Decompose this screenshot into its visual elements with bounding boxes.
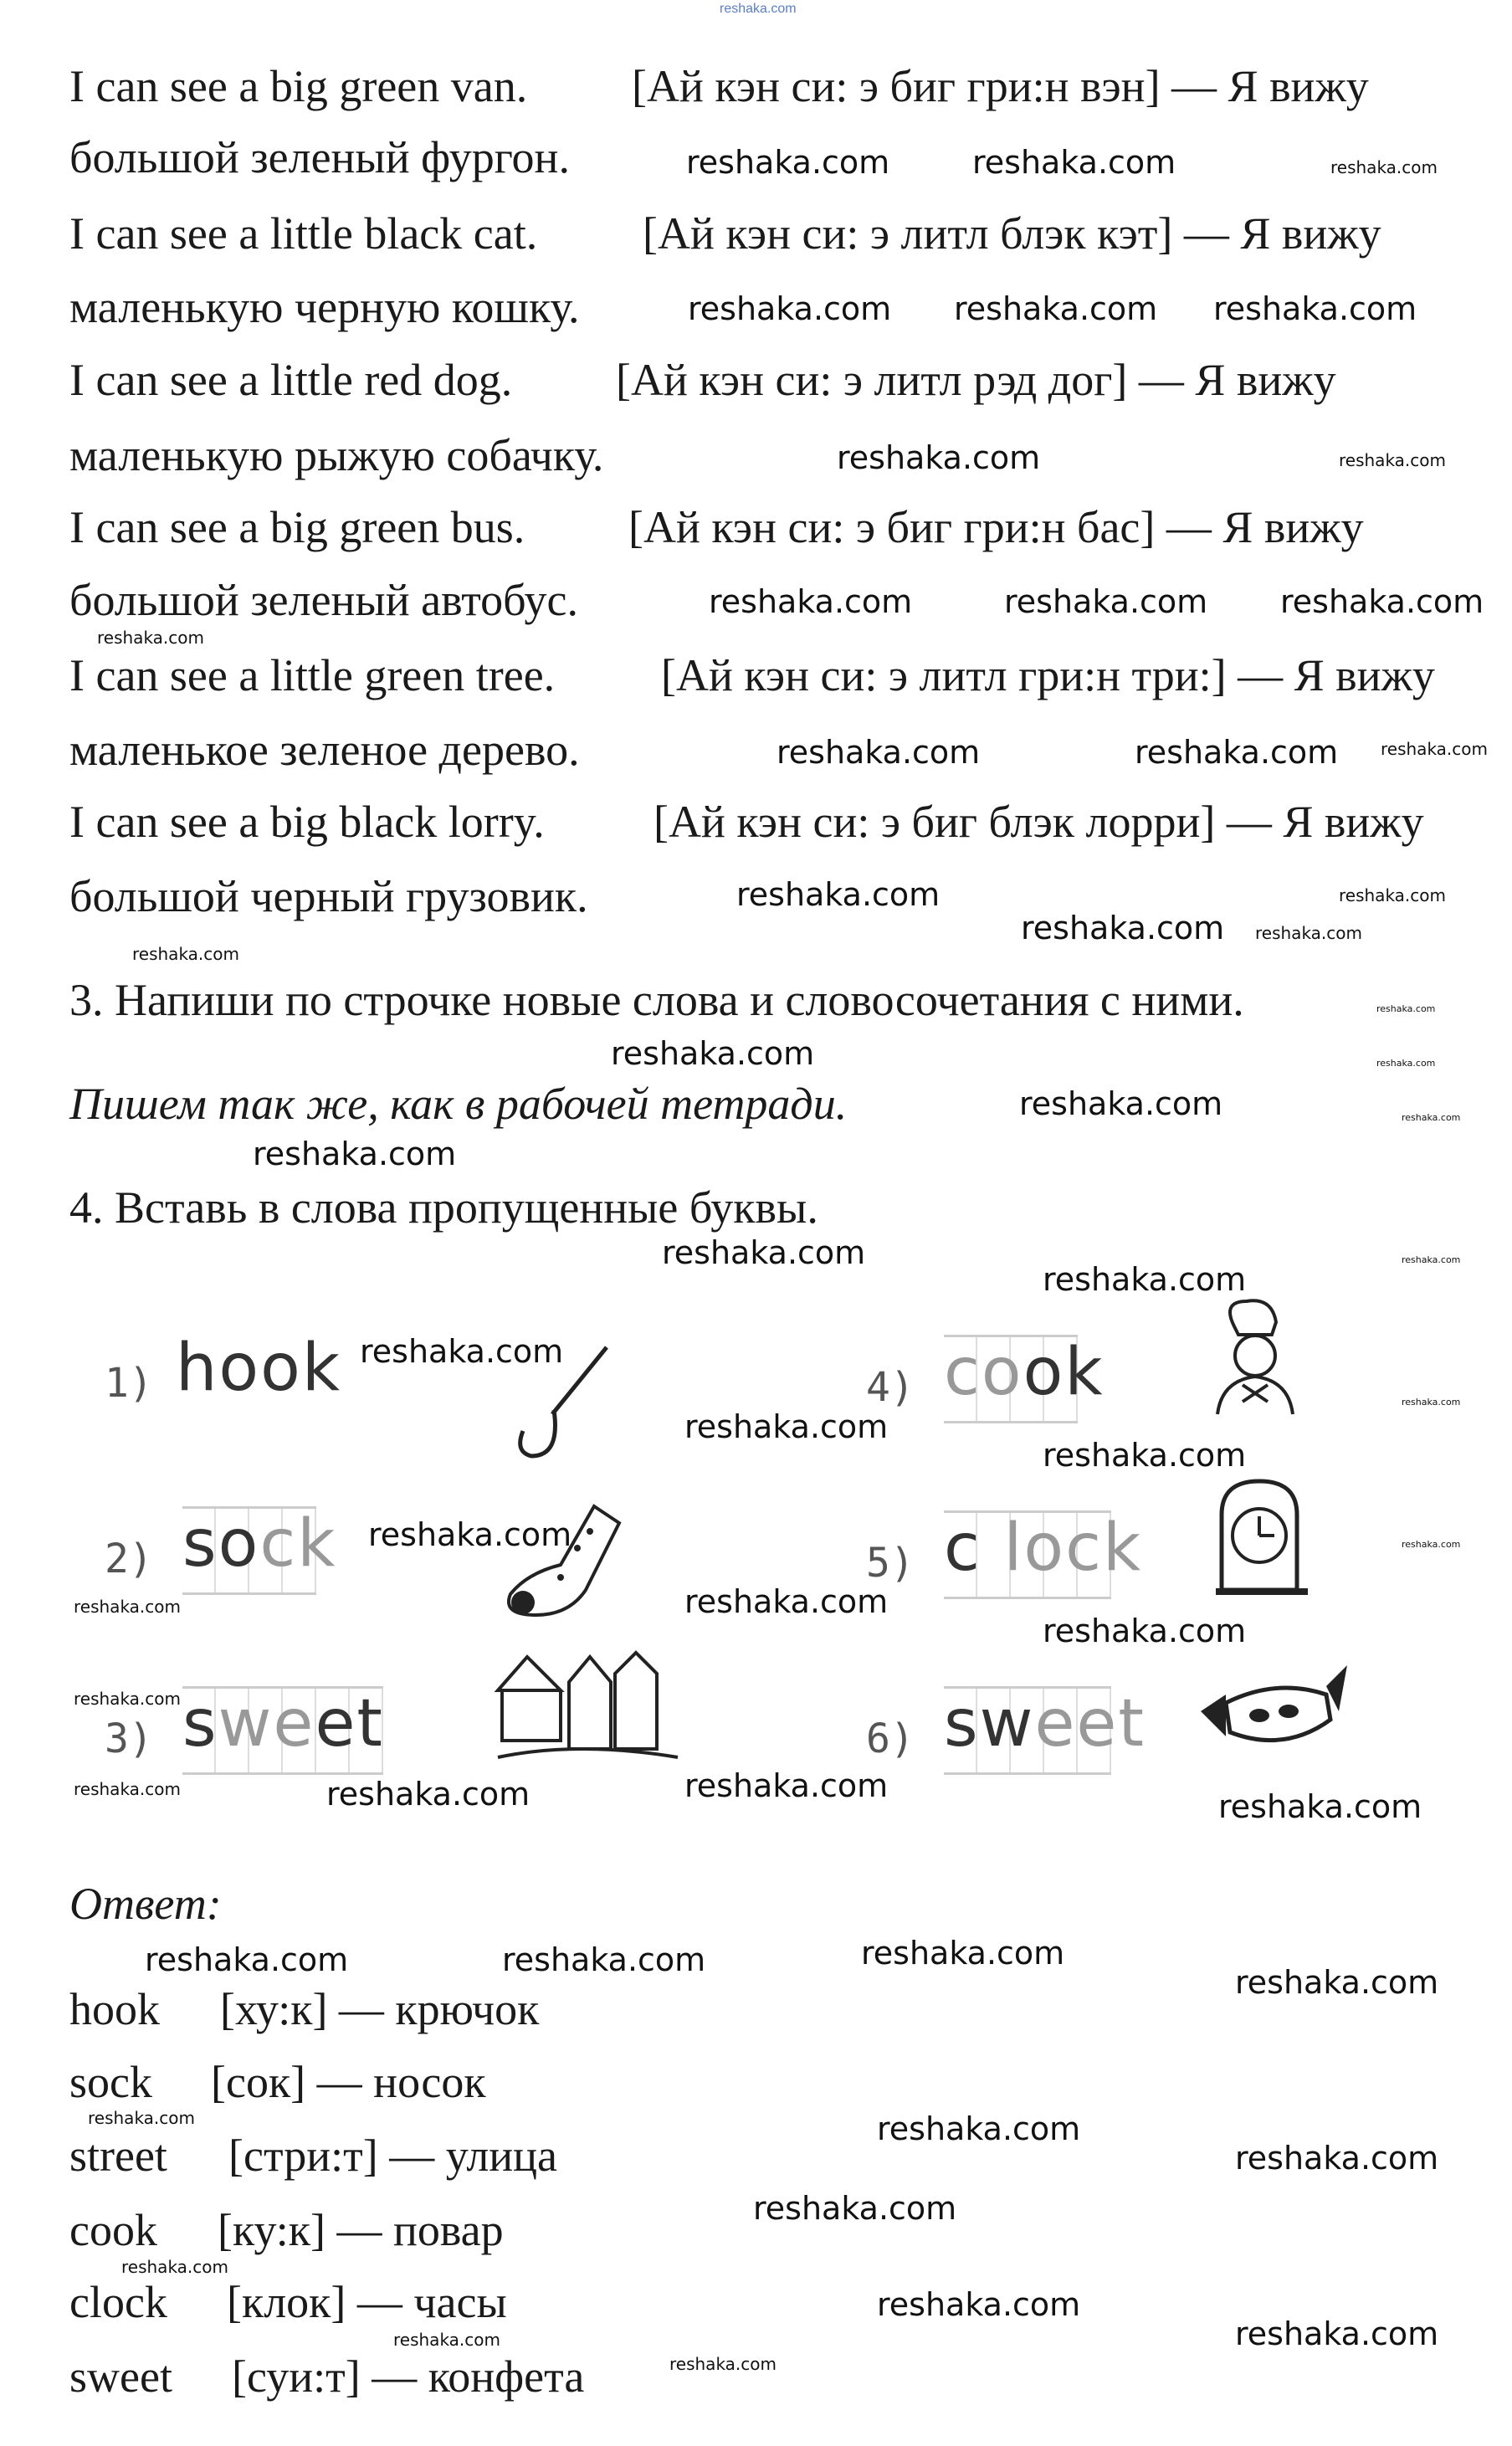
cook-picture — [1205, 1293, 1305, 1418]
answer-word: sweet — [69, 2351, 172, 2402]
watermark: reshaka.com — [74, 1597, 181, 1617]
clock-picture — [1209, 1473, 1318, 1598]
sentence-tr: [Ай кэн си: э биг гри:н бас] — Я вижу — [628, 502, 1364, 552]
watermark: reshaka.com — [1235, 1964, 1439, 2001]
watermark: reshaka.com — [1402, 1397, 1461, 1408]
sentence-ru: маленькую рыжую собачку. — [69, 430, 604, 480]
watermark: reshaka.com — [777, 734, 981, 771]
watermark: reshaka.com — [688, 290, 892, 327]
answer-translation: [ку:к] — повар — [218, 2205, 504, 2255]
watermark: reshaka.com — [954, 290, 1158, 327]
watermark: reshaka.com — [1255, 923, 1362, 943]
watermark: reshaka.com — [1004, 583, 1208, 620]
street-picture — [494, 1640, 686, 1782]
exercise-word: sweet — [944, 1686, 1146, 1761]
watermark: reshaka.com — [1402, 1112, 1461, 1123]
watermark: reshaka.com — [1021, 910, 1225, 946]
sentence-en: I can see a little green tree. — [69, 650, 556, 700]
watermark: reshaka.com — [360, 1333, 564, 1370]
watermark: reshaka.com — [972, 144, 1176, 181]
sentence-tr: [Ай кэн си: э биг блэк лорри] — Я вижу — [653, 797, 1424, 847]
sentence-tr: [Ай кэн си: э литл гри:н три:] — Я вижу — [661, 650, 1435, 700]
watermark: reshaka.com — [1339, 450, 1446, 470]
watermark: reshaka.com — [1043, 1437, 1247, 1474]
watermark: reshaka.com — [1280, 583, 1484, 620]
sweet-picture — [1192, 1661, 1360, 1770]
answer-translation: [клок] — часы — [227, 2277, 507, 2327]
exercise-word: sweet — [182, 1686, 385, 1761]
watermark: reshaka.com — [132, 944, 239, 964]
exercise-number: 6) — [866, 1715, 915, 1762]
sentence-ru: большой зеленый фургон. — [69, 132, 570, 182]
exercise-word: sock — [182, 1506, 337, 1582]
watermark: reshaka.com — [684, 1583, 889, 1620]
sentence-en: I can see a big black lorry. — [69, 797, 545, 847]
task3-heading: 3. Напиши по строчке новые слова и словосочетания с ними. — [69, 975, 1244, 1025]
sentence-en: I can see a big green van. — [69, 61, 528, 111]
watermark: reshaka.com — [145, 1941, 349, 1978]
task3-answer: Пишем так же, как в рабочей тетради. — [69, 1079, 848, 1129]
answer-translation: [сок] — носок — [211, 2057, 486, 2107]
watermark: reshaka.com — [74, 1689, 181, 1709]
watermark: reshaka.com — [502, 1941, 706, 1978]
watermark: reshaka.com — [1235, 2140, 1439, 2177]
answer-word: street — [69, 2131, 167, 2181]
watermark: reshaka.com — [74, 1779, 181, 1799]
watermark: reshaka.com — [97, 628, 204, 648]
watermark: reshaka.com — [1218, 1788, 1422, 1825]
watermark: reshaka.com — [1019, 1085, 1223, 1122]
sentence-ru: маленькую черную кошку. — [69, 282, 580, 332]
watermark: reshaka.com — [1376, 1058, 1436, 1069]
sentence-en: I can see a big green bus. — [69, 502, 525, 552]
exercise-word: cook — [944, 1335, 1105, 1410]
watermark: reshaka.com — [326, 1776, 530, 1813]
watermark: reshaka.com — [611, 1035, 815, 1072]
watermark: reshaka.com — [393, 2330, 500, 2350]
watermark: reshaka.com — [669, 2354, 777, 2374]
sentence-tr: [Ай кэн си: э литл рэд дог] — Я вижу — [616, 355, 1336, 405]
watermark: reshaka.com — [1402, 1254, 1461, 1265]
watermark: reshaka.com — [1213, 290, 1417, 327]
watermark: reshaka.com — [121, 2257, 228, 2277]
sentence-ru: большой зеленый автобус. — [69, 575, 579, 625]
watermark: reshaka.com — [1235, 2315, 1439, 2352]
sentence-ru: маленькое зеленое дерево. — [69, 725, 580, 775]
watermark: reshaka.com — [877, 2286, 1081, 2323]
watermark: reshaka.com — [1376, 1003, 1436, 1014]
answer-translation: [стри:т] — улица — [228, 2131, 558, 2181]
answer-translation: [ху:к] — крючок — [220, 1984, 540, 2034]
watermark: reshaka.com — [684, 1408, 889, 1445]
watermark: reshaka.com — [368, 1516, 572, 1553]
top-watermark: reshaka.com — [720, 2, 797, 16]
watermark: reshaka.com — [88, 2108, 195, 2128]
watermark: reshaka.com — [1330, 157, 1438, 177]
exercise-word: hook — [176, 1331, 342, 1406]
watermark: reshaka.com — [837, 439, 1041, 476]
watermark: reshaka.com — [1043, 1613, 1247, 1649]
watermark: reshaka.com — [1135, 734, 1339, 771]
sentence-tr: [Ай кэн си: э биг гри:н вэн] — Я вижу — [632, 61, 1369, 111]
watermark: reshaka.com — [709, 583, 913, 620]
answer-label: Ответ: — [69, 1879, 222, 1929]
task4-heading: 4. Вставь в слова пропущенные буквы. — [69, 1182, 818, 1233]
watermark: reshaka.com — [736, 876, 941, 913]
answer-translation: [суи:т] — конфета — [232, 2351, 585, 2402]
watermark: reshaka.com — [686, 144, 890, 181]
sentence-tr: [Ай кэн си: э литл блэк кэт] — Я вижу — [643, 208, 1381, 259]
watermark: reshaka.com — [662, 1234, 866, 1271]
sentence-ru: большой черный грузовик. — [69, 871, 588, 921]
exercise-word: c lock — [944, 1510, 1143, 1586]
exercise-number: 3) — [105, 1715, 153, 1762]
watermark: reshaka.com — [253, 1136, 457, 1172]
answer-word: hook — [69, 1984, 160, 2034]
watermark: reshaka.com — [753, 2190, 957, 2227]
watermark: reshaka.com — [1339, 885, 1446, 905]
answer-word: cook — [69, 2205, 157, 2255]
exercise-number: 4) — [866, 1364, 915, 1411]
watermark: reshaka.com — [1043, 1261, 1247, 1298]
watermark: reshaka.com — [1381, 739, 1488, 759]
watermark: reshaka.com — [877, 2110, 1081, 2147]
watermark: reshaka.com — [684, 1767, 889, 1804]
sentence-en: I can see a little black cat. — [69, 208, 538, 259]
answer-word: sock — [69, 2057, 152, 2107]
answer-word: clock — [69, 2277, 167, 2327]
exercise-number: 2) — [105, 1536, 153, 1582]
exercise-number: 1) — [105, 1360, 153, 1407]
watermark: reshaka.com — [1402, 1539, 1461, 1550]
exercise-number: 5) — [866, 1540, 915, 1587]
watermark: reshaka.com — [861, 1935, 1065, 1972]
sentence-en: I can see a little red dog. — [69, 355, 513, 405]
